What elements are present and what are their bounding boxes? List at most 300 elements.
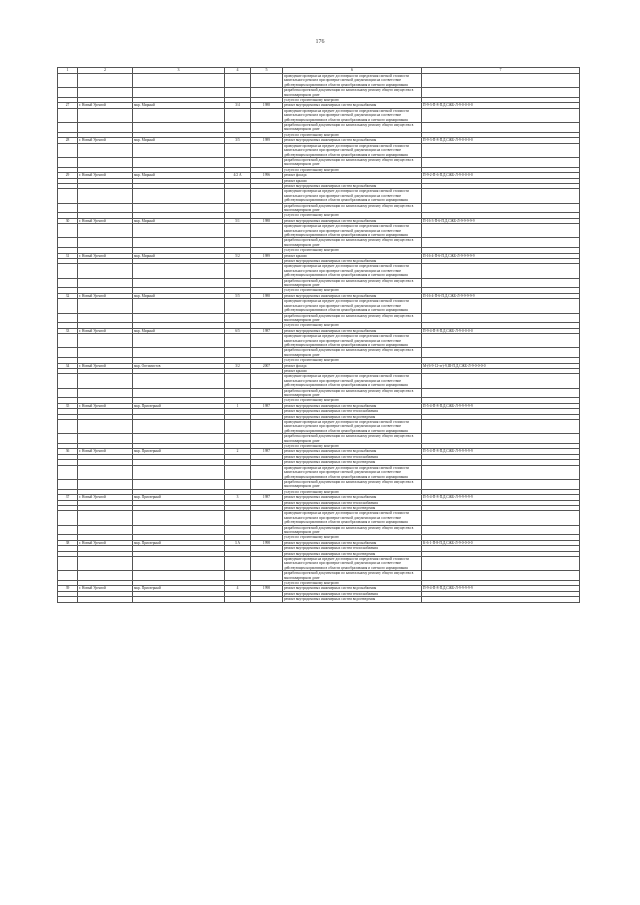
empty-cell [78, 348, 133, 358]
empty-cell [133, 388, 225, 398]
empty-cell [422, 348, 580, 358]
empty-cell [78, 571, 133, 581]
empty-cell [78, 374, 133, 388]
building-code: П-5-4-П-8-П,Д,СЖБ-Л-9-9-9-9-9 [422, 403, 580, 408]
building-code: П-9-3-П-8-П,Д,СЖБ-Л-9-0-0-0-0 [422, 103, 580, 108]
empty-cell [225, 348, 251, 358]
empty-cell [58, 525, 78, 535]
empty-cell [251, 74, 283, 88]
table-row [58, 525, 580, 535]
house-number: 2 [225, 449, 251, 454]
empty-cell [422, 313, 580, 323]
work-type: услуги по строительному контролю [283, 358, 422, 363]
street: мкр. Мирный [133, 173, 225, 178]
empty-cell [251, 525, 283, 535]
city: г. Новый Уренгой [78, 293, 133, 298]
row-number: 35 [58, 403, 78, 408]
empty-cell [58, 479, 78, 489]
empty-cell [422, 123, 580, 133]
empty-cell [58, 597, 78, 602]
empty-cell [133, 557, 225, 571]
empty-cell [78, 313, 133, 323]
empty-cell [422, 525, 580, 535]
house-number: 4/2 А [225, 173, 251, 178]
work-type: проведение проверки на предмет достоверности определения сметной стоимости капитального ремонта при проверке сметной документации на соответствие действующим нормативам в области ценообразования и сметного нормирования [283, 264, 422, 278]
empty-cell [78, 88, 133, 98]
year-built: 1998 [251, 586, 283, 591]
city: г. Новый Уренгой [78, 138, 133, 143]
table-row [58, 108, 580, 122]
empty-cell [225, 597, 251, 602]
empty-cell [251, 557, 283, 571]
empty-cell [225, 571, 251, 581]
row-number: 30 [58, 218, 78, 223]
empty-cell [225, 157, 251, 167]
work-type: ремонт внутридомовых инженерных систем водоснабжения [283, 259, 422, 264]
table-row [58, 238, 580, 248]
work-type: ремонт крыши [283, 368, 422, 373]
empty-cell [58, 278, 78, 288]
row-number: 33 [58, 328, 78, 333]
empty-cell [78, 123, 133, 133]
empty-cell [133, 597, 225, 602]
empty-cell [58, 334, 78, 348]
work-type: проведение проверки на предмет достоверности определения сметной стоимости капитального ремонта при проверке сметной документации на соответствие действующим нормативам в области ценообразования и сметного нормирования [283, 334, 422, 348]
empty-cell [422, 557, 580, 571]
work-type: ремонт внутридомовых инженерных систем водоснабжения [283, 586, 422, 591]
year-built: 1996 [251, 173, 283, 178]
empty-cell [58, 557, 78, 571]
empty-cell [133, 123, 225, 133]
empty-cell [78, 597, 133, 602]
table-row [58, 143, 580, 157]
work-type: ремонт внутридомовых инженерных систем водоснабжения [283, 293, 422, 298]
street: мкр. Мирный [133, 138, 225, 143]
empty-cell [78, 511, 133, 525]
row-number: 36 [58, 449, 78, 454]
year-built: 1988 [251, 103, 283, 108]
table-row [58, 278, 580, 288]
work-type: разработка проектной документации по капитальному ремонту общего имущества в многоквартирном доме [283, 203, 422, 213]
empty-cell [133, 374, 225, 388]
empty-cell [78, 525, 133, 535]
work-type: проведение проверки на предмет достоверности определения сметной стоимости капитального ремонта при проверке сметной документации на соответствие действующим нормативам в области ценообразования и сметного нормирования [283, 465, 422, 479]
work-type: услуги по строительному контролю [283, 167, 422, 172]
empty-cell [422, 334, 580, 348]
empty-cell [225, 511, 251, 525]
empty-cell [251, 388, 283, 398]
empty-cell [422, 465, 580, 479]
table-row [58, 511, 580, 525]
empty-cell [225, 374, 251, 388]
empty-cell [78, 264, 133, 278]
empty-cell [133, 108, 225, 122]
empty-cell [133, 313, 225, 323]
empty-cell [225, 108, 251, 122]
empty-cell [422, 597, 580, 602]
work-type: услуги по строительному контролю [283, 489, 422, 494]
table-row [58, 434, 580, 444]
empty-cell [251, 348, 283, 358]
work-type: разработка проектной документации по капитальному ремонту общего имущества в многоквартирном доме [283, 388, 422, 398]
empty-cell [133, 143, 225, 157]
work-type: ремонт фасада [283, 363, 422, 368]
work-type: проведение проверки на предмет достоверности определения сметной стоимости капитального ремонта при проверке сметной документации на соответствие действующим нормативам в области ценообразования и сметного нормирования [283, 189, 422, 203]
empty-cell [78, 143, 133, 157]
empty-cell [422, 511, 580, 525]
empty-cell [58, 203, 78, 213]
house-number: 5/1 [225, 218, 251, 223]
work-type: проведение проверки на предмет достоверности определения сметной стоимости капитального ремонта при проверке сметной документации на соответствие действующим нормативам в области ценообразования и сметного нормирования [283, 299, 422, 313]
work-type: разработка проектной документации по капитальному ремонту общего имущества в многоквартирном доме [283, 157, 422, 167]
empty-cell [251, 189, 283, 203]
empty-cell [251, 299, 283, 313]
street: мкр. Приозерный [133, 586, 225, 591]
empty-cell [251, 434, 283, 444]
street: мкр. Приозерный [133, 449, 225, 454]
row-number: 27 [58, 103, 78, 108]
work-type: ремонт фасада [283, 173, 422, 178]
empty-cell [58, 511, 78, 525]
work-type: разработка проектной документации по капитальному ремонту общего имущества в многоквартирном доме [283, 88, 422, 98]
empty-cell [225, 557, 251, 571]
empty-cell [251, 203, 283, 213]
empty-cell [133, 334, 225, 348]
empty-cell [58, 420, 78, 434]
empty-cell [78, 479, 133, 489]
empty-cell [58, 238, 78, 248]
empty-cell [422, 434, 580, 444]
empty-cell [133, 511, 225, 525]
work-type: ремонт внутридомовых инженерных систем теплоснабжения [283, 409, 422, 414]
empty-cell [58, 157, 78, 167]
work-type: разработка проектной документации по капитальному ремонту общего имущества в многоквартирном доме [283, 238, 422, 248]
page-number: 176 [315, 39, 325, 45]
work-type: услуги по строительному контролю [283, 132, 422, 137]
city: г. Новый Уренгой [78, 253, 133, 258]
column-number: 3 [133, 68, 225, 74]
empty-cell [78, 388, 133, 398]
empty-cell [133, 224, 225, 238]
continuation-row [58, 74, 580, 88]
table-row [58, 123, 580, 133]
row-number: 28 [58, 138, 78, 143]
empty-cell [58, 224, 78, 238]
empty-cell [133, 348, 225, 358]
empty-cell [422, 278, 580, 288]
empty-cell [251, 374, 283, 388]
column-number: 2 [78, 68, 133, 74]
table-row [58, 557, 580, 571]
street: мкр. Оптимистов [133, 363, 225, 368]
table-row [58, 571, 580, 581]
street: мкр. Мирный [133, 328, 225, 333]
building-code: П-9-3-П-8-П,Д,СЖБ-Л-9-0-0-0-0 [422, 138, 580, 143]
work-type: услуги по строительному контролю [283, 248, 422, 253]
empty-cell [251, 334, 283, 348]
empty-cell [422, 157, 580, 167]
year-built: 1989 [251, 138, 283, 143]
work-type: проведение проверки на предмет достоверности определения сметной стоимости капитального ремонта при проверке сметной документации на соответствие действующим нормативам в области ценообразования и сметного нормирования [283, 511, 422, 525]
house-number: 6/5 [225, 328, 251, 333]
year-built: 1988 [251, 293, 283, 298]
empty-cell [225, 525, 251, 535]
empty-cell [422, 238, 580, 248]
empty-cell [133, 203, 225, 213]
house-number: 5/5 [225, 293, 251, 298]
work-type: услуги по строительному контролю [283, 213, 422, 218]
table-row [58, 313, 580, 323]
empty-cell [251, 479, 283, 489]
empty-cell [251, 465, 283, 479]
street: мкр. Мирный [133, 218, 225, 223]
building-code: П-9-4-П-8-П,Д,СЖБ-Л-9-9-9-9-9 [422, 586, 580, 591]
work-type: услуги по строительному контролю [283, 581, 422, 586]
empty-cell [225, 74, 251, 88]
empty-cell [225, 479, 251, 489]
work-type: проведение проверки на предмет достоверности определения сметной стоимости капитального ремонта при проверке сметной документации на соответствие действующим нормативам в области ценообразования и сметного нормирования [283, 143, 422, 157]
work-type: ремонт внутридомовых инженерных систем водоотведения [283, 551, 422, 556]
work-type: разработка проектной документации по капитальному ремонту общего имущества в многоквартирном доме [283, 434, 422, 444]
work-type: ремонт внутридомовых инженерных систем водоотведения [283, 414, 422, 419]
empty-cell [78, 334, 133, 348]
work-type: разработка проектной документации по капитальному ремонту общего имущества в многоквартирном доме [283, 313, 422, 323]
work-type: разработка проектной документации по капитальному ремонту общего имущества в многоквартирном доме [283, 571, 422, 581]
house-number: 3 А [225, 540, 251, 545]
street: мкр. Мирный [133, 103, 225, 108]
empty-cell [225, 334, 251, 348]
empty-cell [133, 465, 225, 479]
empty-cell [225, 278, 251, 288]
work-type: ремонт внутридомовых инженерных систем водоснабжения [283, 103, 422, 108]
city: г. Новый Уренгой [78, 540, 133, 545]
column-number: 6 [283, 68, 422, 74]
empty-cell [251, 571, 283, 581]
empty-cell [133, 278, 225, 288]
work-type: ремонт внутридомовых инженерных систем теплоснабжения [283, 546, 422, 551]
work-type: услуги по строительному контролю [283, 98, 422, 103]
empty-cell [225, 238, 251, 248]
table-row [58, 189, 580, 203]
continuation-row [58, 88, 580, 98]
house-number: 3/5 [225, 138, 251, 143]
empty-cell [78, 465, 133, 479]
table-row [58, 465, 580, 479]
year-built: 2007 [251, 363, 283, 368]
table-row [58, 264, 580, 278]
work-type: ремонт внутридомовых инженерных систем теплоснабжения [283, 500, 422, 505]
work-type: разработка проектной документации по капитальному ремонту общего имущества в многоквартирном доме [283, 278, 422, 288]
table-row [58, 157, 580, 167]
work-type: проведение проверки на предмет достоверности определения сметной стоимости капитального ремонта при проверке сметной документации на соответствие действующим нормативам в области ценообразования и сметного нормирования [283, 557, 422, 571]
table-row [58, 597, 580, 602]
building-code: К-6-1-П-8-П,Д,СЖБ-Л-9-0-0-0-0 [422, 540, 580, 545]
column-number: 4 [225, 68, 251, 74]
work-type: разработка проектной документации по капитальному ремонту общего имущества в многоквартирном доме [283, 525, 422, 535]
empty-cell [58, 571, 78, 581]
empty-cell [225, 203, 251, 213]
building-code: П-9-4-П-8-П,Д,СЖБ-Л-9-0-0-0-0 [422, 328, 580, 333]
work-type: услуги по строительному контролю [283, 288, 422, 293]
empty-cell [422, 388, 580, 398]
empty-cell [78, 108, 133, 122]
empty-cell [58, 348, 78, 358]
empty-cell [225, 420, 251, 434]
work-type: разработка проектной документации по капитальному ремонту общего имущества в многоквартирном доме [283, 348, 422, 358]
work-type: ремонт внутридомовых инженерных систем водоснабжения [283, 138, 422, 143]
column-number: 1 [58, 68, 78, 74]
empty-cell [78, 299, 133, 313]
empty-cell [133, 74, 225, 88]
empty-cell [422, 224, 580, 238]
empty-cell [133, 189, 225, 203]
street: мкр. Приозерный [133, 495, 225, 500]
building-code: П-16-3-П-6-П,Д,СЖБ-Л-9-9-9-9-9 [422, 218, 580, 223]
building-code: П-16-4-П-6-П,Д,СЖБ-Л-9-9-9-9-9 [422, 253, 580, 258]
empty-cell [58, 465, 78, 479]
table-row [58, 348, 580, 358]
row-number: 29 [58, 173, 78, 178]
row-number: 37 [58, 495, 78, 500]
table-row [58, 420, 580, 434]
city: г. Новый Уренгой [78, 586, 133, 591]
empty-cell [133, 264, 225, 278]
year-built: 1987 [251, 403, 283, 408]
table-row [58, 203, 580, 213]
empty-cell [225, 434, 251, 444]
empty-cell [251, 157, 283, 167]
empty-cell [422, 189, 580, 203]
house-number: 5/2 [225, 253, 251, 258]
table-row [58, 388, 580, 398]
row-number: 34 [58, 363, 78, 368]
empty-cell [78, 238, 133, 248]
house-number: 3 [225, 495, 251, 500]
city: г. Новый Уренгой [78, 403, 133, 408]
city: г. Новый Уренгой [78, 328, 133, 333]
column-number: 5 [251, 68, 283, 74]
row-number: 31 [58, 253, 78, 258]
work-type: ремонт внутридомовых инженерных систем водоснабжения [283, 403, 422, 408]
year-built: 1989 [251, 253, 283, 258]
work-type: ремонт крыши [283, 253, 422, 258]
empty-cell [225, 299, 251, 313]
empty-cell [251, 123, 283, 133]
city: г. Новый Уренгой [78, 495, 133, 500]
work-type: услуги по строительному контролю [283, 444, 422, 449]
works-table-body [58, 68, 580, 603]
empty-cell [422, 203, 580, 213]
empty-cell [422, 264, 580, 278]
house-number: 1 [225, 403, 251, 408]
work-type: ремонт внутридомовых инженерных систем водоотведения [283, 505, 422, 510]
empty-cell [225, 465, 251, 479]
work-type: ремонт внутридомовых инженерных систем теплоснабжения [283, 454, 422, 459]
house-number: 4 [225, 586, 251, 591]
empty-cell [422, 420, 580, 434]
empty-cell [251, 278, 283, 288]
year-built: 1987 [251, 328, 283, 333]
work-type: ремонт крыши [283, 178, 422, 183]
row-number: 39 [58, 586, 78, 591]
work-type: проведение проверки на предмет достоверности определения сметной стоимости капитального ремонта при проверке сметной документации на соответствие действующим нормативам в области ценообразования и сметного нормирования [283, 420, 422, 434]
empty-cell [78, 74, 133, 88]
table-row [58, 334, 580, 348]
empty-cell [133, 88, 225, 98]
empty-cell [78, 278, 133, 288]
empty-cell [78, 557, 133, 571]
empty-cell [133, 571, 225, 581]
work-type: услуги по строительному контролю [283, 398, 422, 403]
empty-cell [58, 108, 78, 122]
empty-cell [422, 74, 580, 88]
empty-cell [225, 264, 251, 278]
building-code: П-16-4-П-6-П,Д,СЖБ-Л-9-9-9-9-9 [422, 293, 580, 298]
empty-cell [422, 108, 580, 122]
house-number: 3/2 [225, 363, 251, 368]
empty-cell [58, 123, 78, 133]
empty-cell [225, 388, 251, 398]
empty-cell [58, 388, 78, 398]
building-code: П-9-2-П-6-П,Д,СЖБ-Л-9-0-0-0-0 [422, 173, 580, 178]
work-type: ремонт внутридомовых инженерных систем водоснабжения [283, 495, 422, 500]
empty-cell [251, 143, 283, 157]
work-type: ремонт внутридомовых инженерных систем водоотведения [283, 460, 422, 465]
empty-cell [225, 313, 251, 323]
work-type: услуги по строительному контролю [283, 535, 422, 540]
empty-cell [422, 571, 580, 581]
empty-cell [133, 479, 225, 489]
empty-cell [58, 143, 78, 157]
empty-cell [422, 479, 580, 489]
empty-cell [251, 511, 283, 525]
building-code: П-5-4-П-8-П,Д,СЖБ-Л-9-9-9-9-9 [422, 495, 580, 500]
empty-cell [58, 88, 78, 98]
empty-cell [251, 420, 283, 434]
year-built: 1987 [251, 495, 283, 500]
empty-cell [422, 143, 580, 157]
empty-cell [251, 597, 283, 602]
empty-cell [225, 143, 251, 157]
city: г. Новый Уренгой [78, 173, 133, 178]
empty-cell [133, 238, 225, 248]
building-code: П-5-4-П-8-П,Д,СЖБ-Л-9-9-9-9-9 [422, 449, 580, 454]
empty-cell [422, 299, 580, 313]
empty-cell [58, 299, 78, 313]
empty-cell [58, 434, 78, 444]
empty-cell [251, 313, 283, 323]
work-type: ремонт внутридомовых инженерных систем водоснабжения [283, 449, 422, 454]
empty-cell [225, 224, 251, 238]
table-row [58, 479, 580, 489]
empty-cell [58, 264, 78, 278]
empty-cell [225, 189, 251, 203]
empty-cell [251, 88, 283, 98]
work-type: услуги по строительному контролю [283, 323, 422, 328]
year-built: 1988 [251, 218, 283, 223]
work-type: разработка проектной документации по капитальному ремонту общего имущества в многоквартирном доме [283, 123, 422, 133]
city: г. Новый Уренгой [78, 363, 133, 368]
empty-cell [133, 157, 225, 167]
work-type: разработка проектной документации по капитальному ремонту общего имущества в многоквартирном доме [283, 479, 422, 489]
street: мкр. Мирный [133, 253, 225, 258]
building-code: М-(6-9-12-эт)-9,Ш-П,Д,СЖБ-Л-9-0-0-0-0 [422, 363, 580, 368]
work-type: ремонт внутридомовых инженерных систем водоснабжения [283, 540, 422, 545]
street: мкр. Приозерный [133, 540, 225, 545]
empty-cell [58, 374, 78, 388]
street: мкр. Приозерный [133, 403, 225, 408]
empty-cell [251, 108, 283, 122]
